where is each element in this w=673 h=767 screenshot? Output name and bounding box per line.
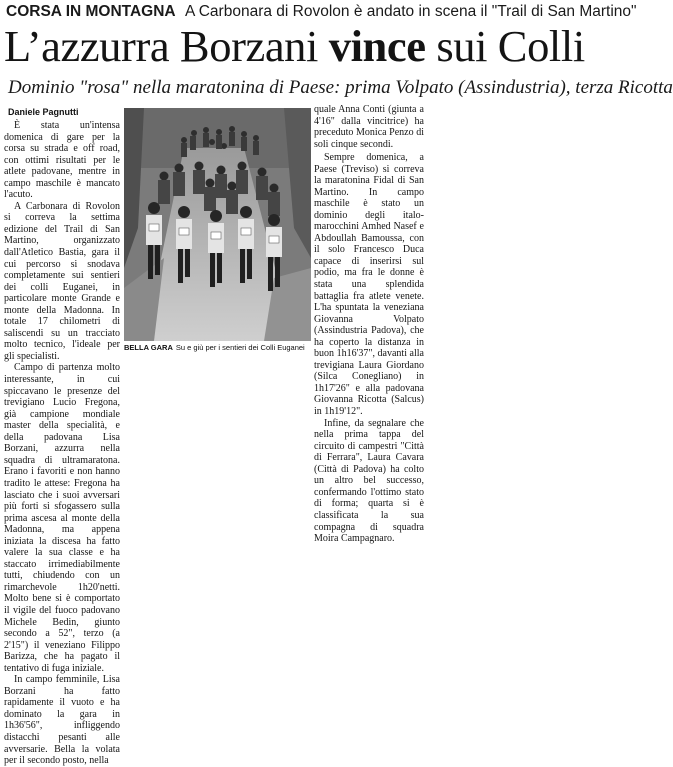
section-label: CORSA IN MONTAGNA [6,3,176,20]
article-column-2 [314,152,424,545]
headline [4,20,598,72]
caption-text: Su e giù per i sentieri dei Colli Euganei [175,343,305,352]
article-paragraph: Infine, da segnalare che nella prima tappa del circuito di campestri "Città di Ferrara", Laura Cavara (Città di Padova) ha colto un altro bel successo, confermando l'ottimo stato di forma; quarta si è classificata la sua compagna di squadra Moira Campagnaro. [314,417,424,545]
separator-mark [178,3,182,20]
article-paragraph: Campo di partenza molto interessante, in cui spiccavano le presenze del trevigiano Lucio Fregona, già campione mondiale master della specialità, e della padovana Lisa Borzani, azzurra nella squadra di ultramaratona. Erano i favoriti e non hanno tradito le attese: Fregona ha lasciato che i suoi avversari più forti si sfogassero sulla prima ascesa al monte della Madonna, ma appena iniziata la discesa ha fatto valere la sua classe e ha staccato irrimediabilmente tutti, chiudendo con un rimarchevole 1h20'netti. Molto bene si è comportato il vigile del fuoco padovano Michele Bedin, giunto secondo a 52", terzo (a 2'15") il veneziano Filippo Barizza, che ha pagato il tentativo di fuga iniziale. [4,362,120,674]
article-column-2-top [314,104,424,152]
subheadline: Dominio "rosa" nella maratonina di Paese: prima Volpato (Assindustria), terza Ricotta [8,77,673,98]
caption-title: BELLA GARA [124,343,173,352]
byline: Daniele Pagnutti [8,107,79,117]
article-paragraph: Sempre domenica, a Paese (Treviso) si correva la maratonina Fidal di San Martino. In campo maschile è stato un dominio degli italo-marocchini Amhed Nasef e Abdoullah Bamoussa, con il solo Francesco Duca capace di inserirsi sul podio, ma fra le donne è stata una splendida battaglia fra atlete venete. L'ha spuntata la veneziana Giovanna Volpato (Assindustria Padova), che ha coperto la distanza in buon 1h16'37", davanti alla trevigiana Laura Giordano (Silca Conegliano) in 1h17'26" e alla padovana Giovanna Ricotta (Salcus) in 1h19'12". [314,152,424,418]
article-paragraph: A Carbonara di Rovolon si correva la settima edizione del Trail di San Martino, organizzato dall'Atletico Bastia, gara il cui percorso si snodava completamente sui sentieri dei colli Euganei, in particolare monte Grande e monte della Madonna. In totale 17 chilometri di saliscendi su un tracciato molto tecnico, l'ideale per gli specialisti. [4,200,120,362]
runners-photo-illustration [124,108,311,341]
race-photo [124,108,311,341]
article-paragraph: In campo femminile, Lisa Borzani ha fatto rapidamente il vuoto e ha dominato la gara in 1h36'56", infliggendo distacchi pesanti alle avversarie. Bella la volata per il secondo posto, nella [4,674,120,767]
article-paragraph: È stata un'intensa domenica di gare per la corsa su strada e off road, con ottimi risultati per le atlete padovane, mentre in campo maschile è mancato l'acuto. [4,120,120,201]
kicker-line [6,2,637,22]
headline-part1: L’azzurra Borzani [4,21,329,71]
article-column-1 [4,120,120,767]
headline-bold-word: vince [328,21,426,71]
article-paragraph: quale Anna Conti (giunta a 4'16" dalla vincitrice) ha preceduto Monica Penzo di soli cinque secondi. [314,104,424,150]
kicker-text: A Carbonara di Rovolon è andato in scena il "Trail di San Martino" [184,3,637,20]
photo-caption [124,341,314,354]
headline-part2: sui Colli [425,21,585,71]
